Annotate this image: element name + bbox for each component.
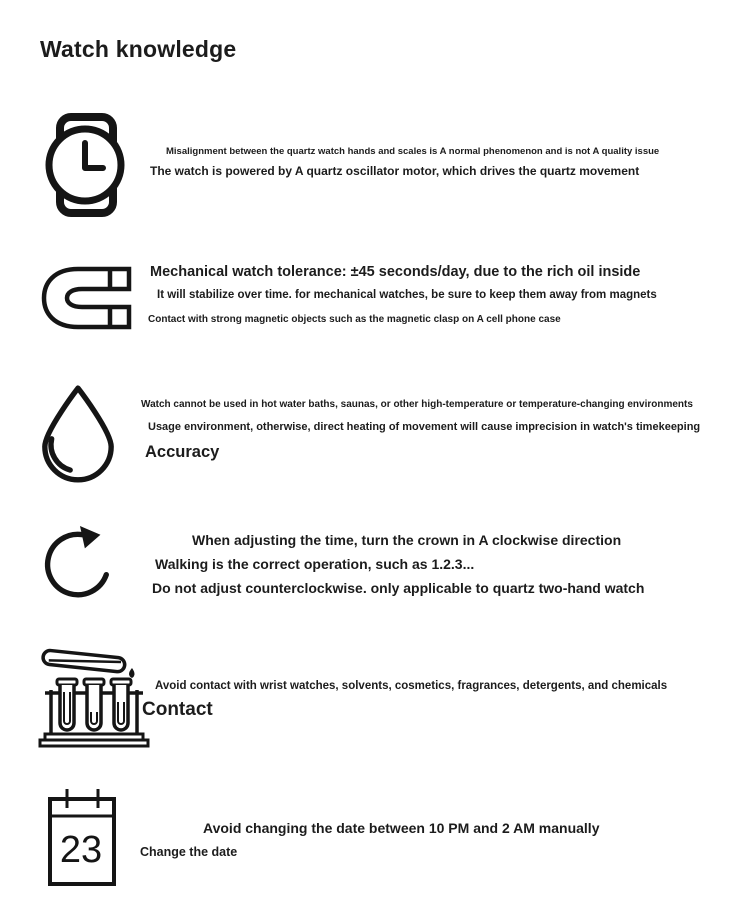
mechanical-tolerance-text: Mechanical watch tolerance: ±45 seconds/day, due to the rich oil inside (150, 264, 641, 280)
usage-environment-text: Usage environment, otherwise, direct heating of movement will cause imprecision in watch's timekeeping (148, 421, 701, 433)
avoid-chemicals-text: Avoid contact with wrist watches, solvents, cosmetics, fragrances, detergents, and chemicals (155, 680, 668, 692)
magnet-icon (40, 262, 136, 334)
wristwatch-icon (38, 112, 138, 218)
clockwise-direction-text: When adjusting the time, turn the crown in A clockwise direction (192, 532, 622, 548)
water-drop-icon (38, 383, 118, 483)
page-title: Watch knowledge (40, 36, 237, 62)
correct-operation-text: Walking is the correct operation, such as 1.2.3... (155, 556, 475, 572)
hot-water-warning-text: Watch cannot be used in hot water baths, saunas, or other high-temperature or temperature-changing environments (141, 399, 693, 410)
clockwise-arrow-icon (40, 522, 118, 604)
magnetic-objects-text: Contact with strong magnetic objects such as the magnetic clasp on A cell phone case (148, 314, 561, 325)
change-date-text: Change the date (140, 845, 238, 859)
quartz-movement-text: The watch is powered by A quartz oscillator motor, which drives the quartz movement (150, 164, 640, 178)
accuracy-heading: Accuracy (145, 443, 220, 461)
calendar-day-number: 23 (59, 829, 103, 871)
avoid-date-change-text: Avoid changing the date between 10 PM and 2 AM manually (203, 820, 600, 836)
calendar-icon (42, 787, 138, 887)
counterclockwise-warning-text: Do not adjust counterclockwise. only applicable to quartz two-hand watch (152, 580, 645, 596)
test-tubes-icon (36, 644, 150, 748)
contact-heading: Contact (142, 699, 213, 720)
quartz-misalignment-note: Misalignment between the quartz watch hands and scales is A normal phenomenon and is not A quality issue (166, 146, 660, 157)
magnet-warning-text: It will stabilize over time. for mechanical watches, be sure to keep them away from magnets (157, 289, 657, 301)
